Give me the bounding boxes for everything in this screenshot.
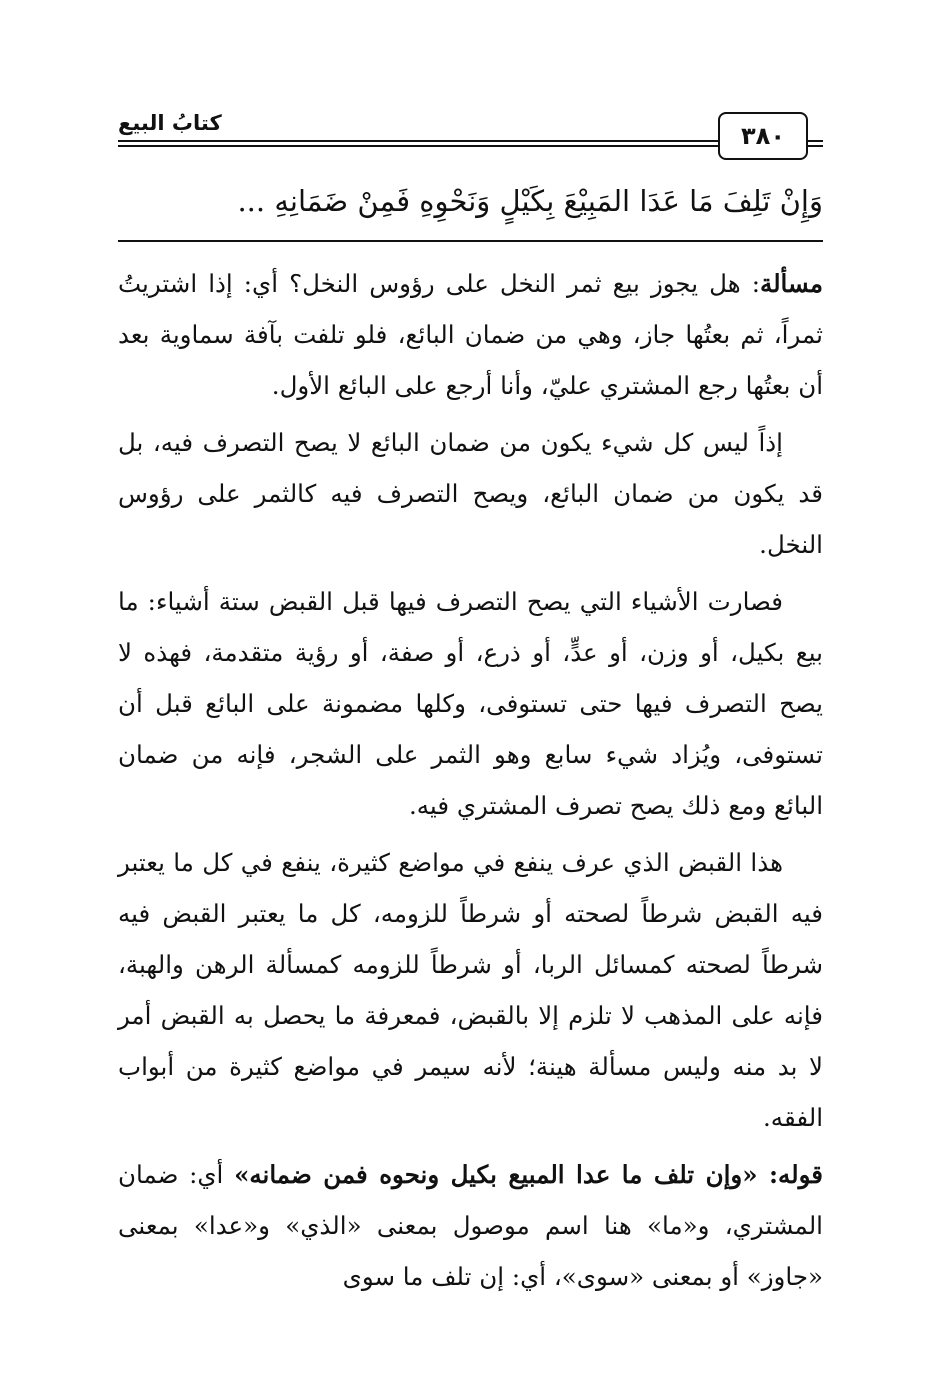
matn-line: وَإِنْ تَلِفَ مَا عَدَا المَبِيْعَ بِكَيْلٍ وَنَحْوِهِ فَمِنْ ضَمَانِهِ ... (237, 184, 823, 218)
paragraph-2: إذاً ليس كل شيء يكون من ضمان البائع لا يصح التصرف فيه، بل قد يكون من ضمان البائع، ويصح التصرف فيه كالثمر على رؤوس النخل. (118, 428, 823, 559)
page-number: ٣٨٠ (718, 112, 808, 160)
commentary-body (118, 258, 823, 1308)
matn-divider (118, 240, 823, 242)
paragraph-5 (118, 1149, 823, 1302)
page-header (118, 108, 823, 158)
term-label: قوله (778, 1160, 823, 1189)
quoted-matn: : «وإن تلف ما عدا المبيع بكيل ونحوه فمن ضمانه» (234, 1160, 779, 1189)
paragraph-text: أي: ضمان المشتري، و«ما» هنا اسم موصول بمعنى «الذي» و«عدا» بمعنى «جاوز» أو بمعنى «سوى»، أي: إن تلف ما سوى (118, 1160, 823, 1291)
term-label: مسألة (759, 269, 823, 298)
paragraph-1 (118, 258, 823, 411)
paragraph-text: : هل يجوز بيع ثمر النخل على رؤوس النخل؟ أي: إذا اشتريتُ ثمراً، ثم بعتُها جاز، وهي من ضمان البائع، فلو تلفت بآفة سماوية بعد أن بعتُها رجع المشتري عليّ، وأنا أرجع على البائع الأول. (118, 269, 823, 400)
paragraph-4: هذا القبض الذي عرف ينفع في مواضع كثيرة، ينفع في كل ما يعتبر فيه القبض شرطاً لصحته أو شرطاً للزومه، كل ما يعتبر القبض فيه شرطاً لصحته كمسائل الربا، أو شرطاً للزومه كمسألة الرهن والهبة، فإنه على المذهب لا تلزم إلا بالقبض، فمعرفة ما يحصل به القبض أمر لا بد منه وليس مسألة هينة؛ لأنه سيمر في مواضع كثيرة من أبواب الفقه. (118, 848, 823, 1132)
book-title: كتابُ البيع (118, 108, 230, 138)
paragraph-3: فصارت الأشياء التي يصح التصرف فيها قبل القبض ستة أشياء: ما بيع بكيل، أو وزن، أو عدٍّ، أو ذرع، أو صفة، أو رؤية متقدمة، فهذه لا يصح التصرف فيها حتى تستوفى، وكلها مضمونة على البائع قبل أن تستوفى، ويُزاد شيء سابع وهو الثمر على الشجر، فإنه من ضمان البائع ومع ذلك يصح تصرف المشتري فيه. (118, 587, 823, 820)
